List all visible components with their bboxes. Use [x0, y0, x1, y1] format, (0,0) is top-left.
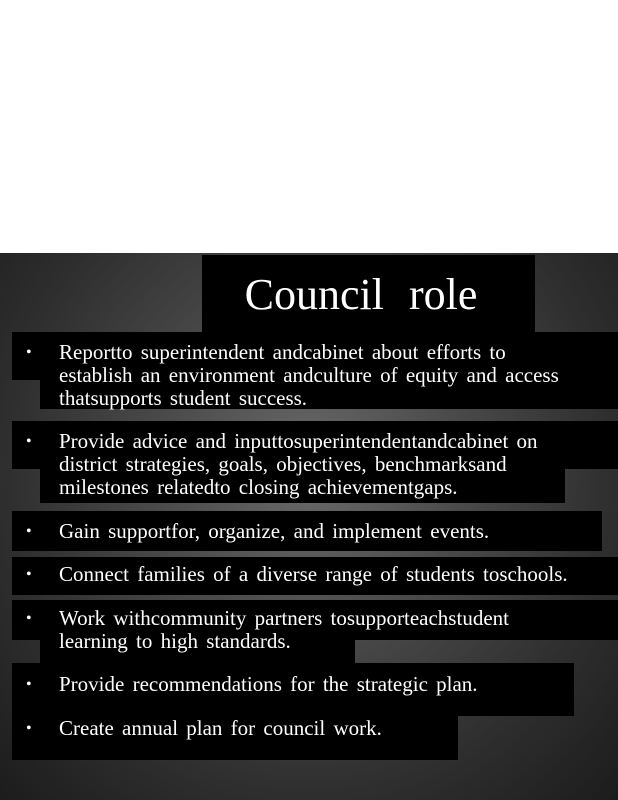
- bullet-line: Work withcommunity partners tosupporteachstudent: [59, 606, 509, 630]
- presentation-slide: [0, 253, 618, 800]
- bullet-line: district strategies, goals, objectives, benchmarksand: [59, 452, 507, 476]
- bullet-line: Provide advice and inputtosuperintendentandcabinet on: [59, 429, 538, 453]
- bullet-line: Connect families of a diverse range of students toschools.: [59, 562, 568, 586]
- bullet-line: Provide recommendations for the strategic plan.: [59, 672, 478, 696]
- slide-title: Council role: [244, 270, 478, 319]
- bullet-line: Gain supportfor, organize, and implement events.: [59, 519, 490, 543]
- bullet-icon: •: [26, 720, 32, 737]
- bullet-icon: •: [26, 566, 32, 583]
- bullet-icon: •: [26, 676, 32, 693]
- bullet-line: Create annual plan for council work.: [59, 716, 382, 740]
- bullet-line: establish an environment andculture of equity and access: [59, 363, 559, 387]
- bullet-icon: •: [26, 433, 32, 450]
- bullet-line: thatsupports student success.: [59, 386, 308, 410]
- bullet-icon: •: [26, 523, 32, 540]
- bullet-line: Reportto superintendent andcabinet about efforts to: [59, 340, 506, 364]
- bullet-line: learning to high standards.: [59, 629, 291, 653]
- bullet-line: milestones relatedto closing achievementgaps.: [59, 475, 458, 499]
- bullet-icon: •: [26, 610, 32, 627]
- bullet-icon: •: [26, 344, 32, 361]
